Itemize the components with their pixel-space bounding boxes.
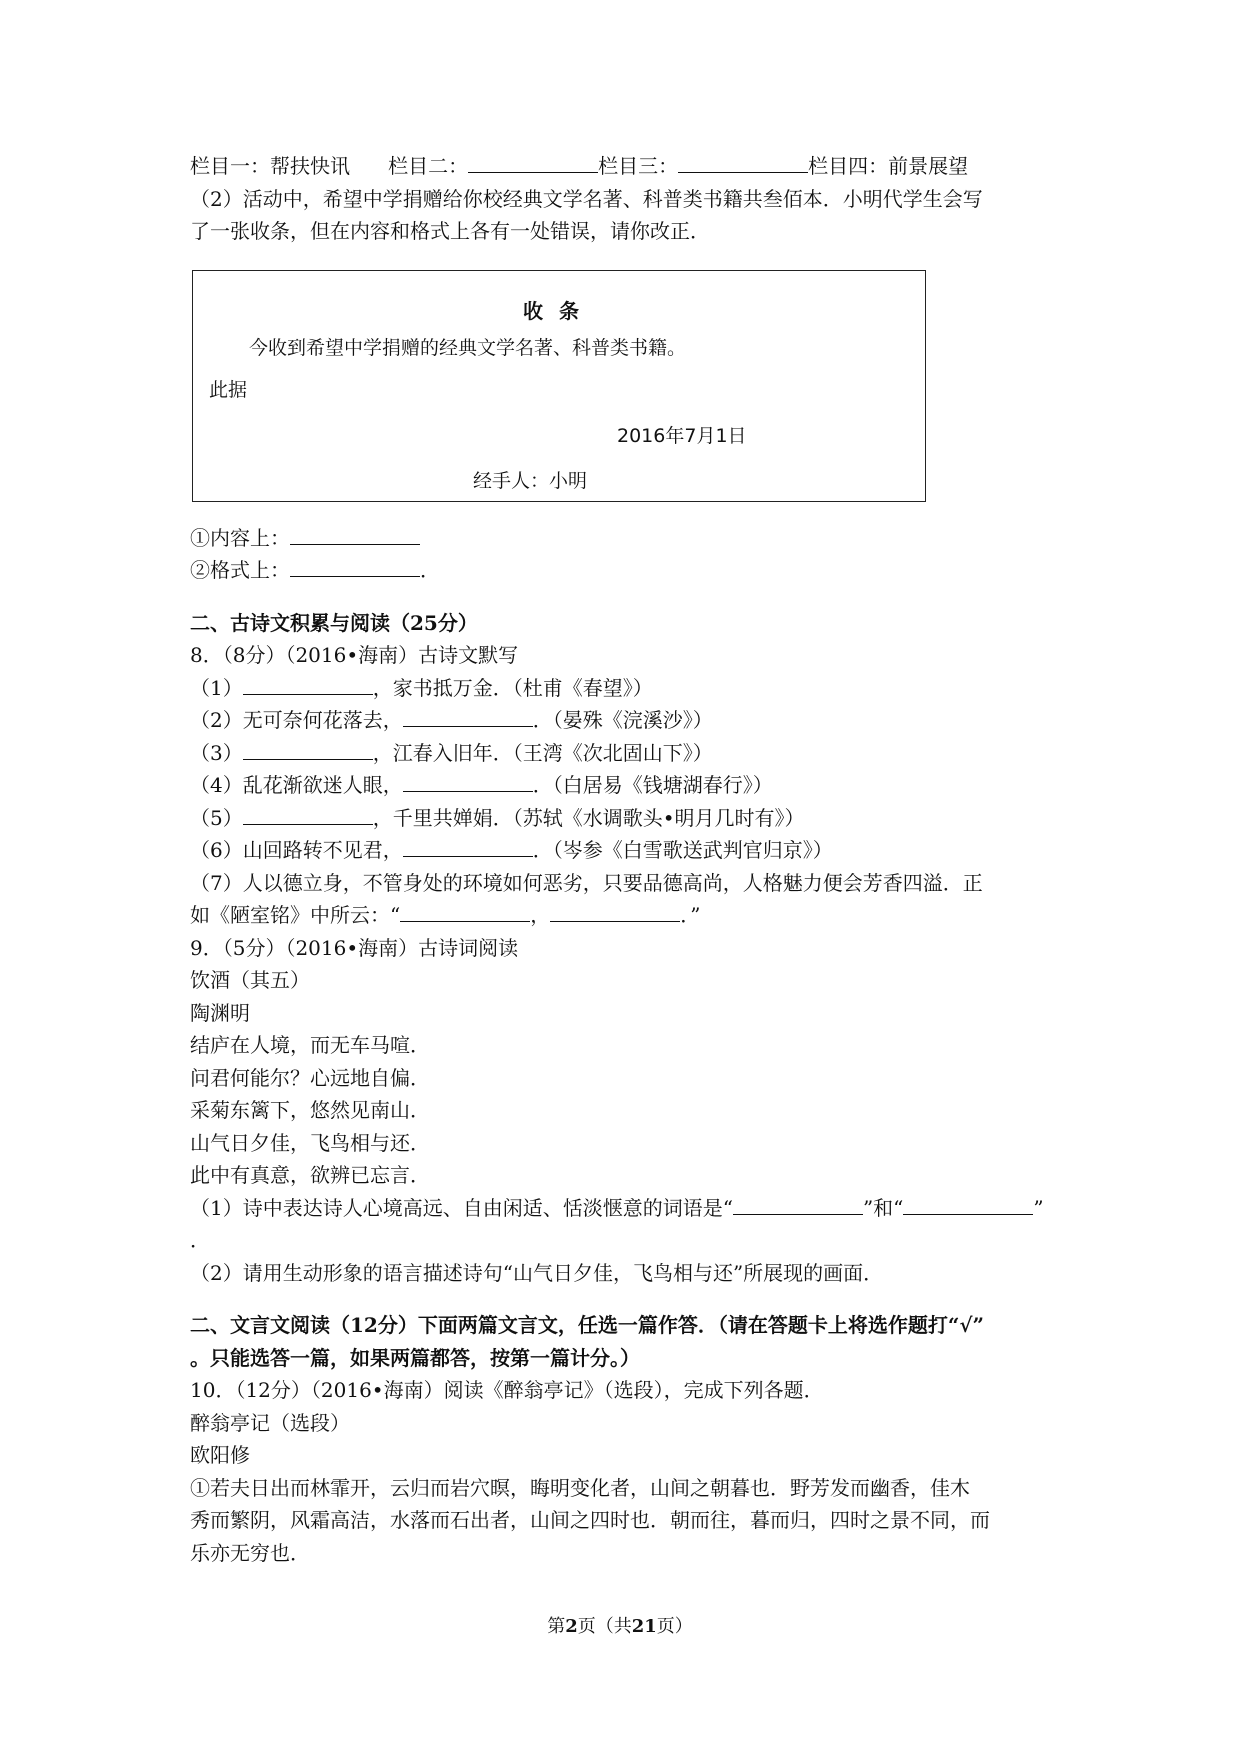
poem-line: 山气日夕佳，飞鸟相与还． [190,1130,430,1155]
q10-head: 10．（12分）（2016•海南）阅读《醉翁亭记》（选段），完成下列各题． [190,1378,824,1402]
q8-blank-4[interactable] [403,773,533,792]
column-four: 栏目四：前景展望 [808,154,969,178]
q2-line-2: 了一张收条，但在内容和格式上各有一处错误，请你改正． [190,219,710,243]
receipt-date: 2016年7月1日 [617,424,747,447]
page-content [190,150,1070,1569]
poem-line: 结庐在人境，而无车马喧． [190,1033,430,1057]
q8-head: 8．（8分）（2016•海南）古诗文默写 [190,643,519,667]
section-3-title-line-1: 二、文言文阅读（12分）下面两篇文言文，任选一篇作答．（请在答题卡上将选作题打“√” [190,1313,984,1337]
q9-blank-2[interactable] [903,1196,1033,1215]
paragraph-1-line-1: ①若夫日出而林霏开，云归而岩穴暝，晦明变化者，山间之朝暮也．野芳发而幽香，佳木 [190,1475,970,1500]
text-title: 醉翁亭记（选段） [190,1410,350,1435]
q8-item-3: （3） ，江春入旧年．（王湾《次北固山下》） [190,740,713,765]
q8-item-7-line-1: （7）人以德立身，不管身处的环境如何恶劣，只要品德高尚，人格魅力便会芳香四溢．正 [190,870,983,895]
section-2-title: 二、古诗文积累与阅读（25分） [190,610,478,635]
q8-item-5: （5） ，千里共婵娟．（苏轼《水调歌头•明月几时有》） [190,805,805,830]
q8-blank-5[interactable] [243,806,373,825]
receipt-cijv: 此据 [209,378,248,401]
poem-line: 采菊东篱下，悠然见南山． [190,1098,430,1122]
column-names-line [190,150,1070,183]
q8-item-7-line-2: 如《陋室铭》中所云：“ ， ．” [190,903,701,927]
page-number: 2 [565,1616,578,1637]
paragraph-1-line-2: 秀而繁阴，风霜高洁，水落而石出者，山间之四时也．朝而往，暮而归，四时之景不同，而 [190,1508,990,1532]
answer-content-blank[interactable] [290,526,420,545]
column-two-label: 栏目二： [388,154,469,178]
receipt-body: 今收到希望中学捐赠的经典文学名著、科普类书籍。 [249,336,687,359]
total-pages: 21 [631,1616,657,1637]
q8-blank-6[interactable] [403,838,533,857]
q8-blank-2[interactable] [403,708,533,727]
q8-blank-7a[interactable] [400,903,530,922]
q9-item-1-end: ． [190,1228,210,1252]
answer-content-line [190,522,1070,555]
receipt-handler: 经手人：小明 [473,469,588,492]
answer-format-line: ②格式上： ． [190,558,440,582]
paragraph-1-line-3: 乐亦无穷也． [190,1540,310,1565]
q8-item-4: （4）乱花渐欲迷人眼， ．（白居易《钱塘湖春行》） [190,773,773,797]
q9-item-2: （2）请用生动形象的语言描述诗句“山气日夕佳，飞鸟相与还”所展现的画面． [190,1260,884,1285]
q8-item-1: （1） ，家书抵万金．（杜甫《春望》） [190,675,653,700]
receipt-title: 收条 [523,298,595,323]
text-author: 欧阳修 [190,1443,250,1467]
q8-item-2: （2）无可奈何花落去， ．（晏殊《浣溪沙》） [190,708,713,732]
q9-item-1: （1）诗中表达诗人心境高远、自由闲适、恬淡惬意的词语是“ ”和“ ” [190,1195,1044,1220]
answer-content-label: ①内容上： [190,525,290,550]
section-3-title-line-2: 。只能选答一篇，如果两篇都答，按第一篇计分。） [190,1345,640,1370]
answer-format-blank[interactable] [290,558,420,577]
q8-blank-7b[interactable] [550,903,680,922]
page-footer: 第2页（共21页） [547,1616,693,1637]
q2-line-1: （2）活动中，希望中学捐赠给你校经典文学名著、科普类书籍共叁佰本．小明代学生会写 [190,186,983,211]
answer-format-label: ②格式上： [190,558,290,582]
column-three-label: 栏目三： [598,154,679,178]
q8-blank-1[interactable] [243,676,373,695]
q9-head: 9．（5分）（2016•海南）古诗词阅读 [190,935,519,960]
q8-blank-3[interactable] [243,741,373,760]
column-one: 栏目一：帮扶快讯 [190,154,350,178]
poem-line: 此中有真意，欲辨已忘言． [190,1163,430,1187]
q9-blank-1[interactable] [733,1196,863,1215]
poem-author: 陶渊明 [190,1000,250,1025]
poem-line: 问君何能尔？心远地自偏． [190,1065,430,1090]
column-two-blank[interactable] [468,154,598,173]
q8-item-6: （6）山回路转不见君， ．（岑参《白雪歌送武判官归京》） [190,838,833,862]
column-three-blank[interactable] [678,154,808,173]
receipt-box [192,270,926,502]
poem-title: 饮酒（其五） [190,968,310,992]
